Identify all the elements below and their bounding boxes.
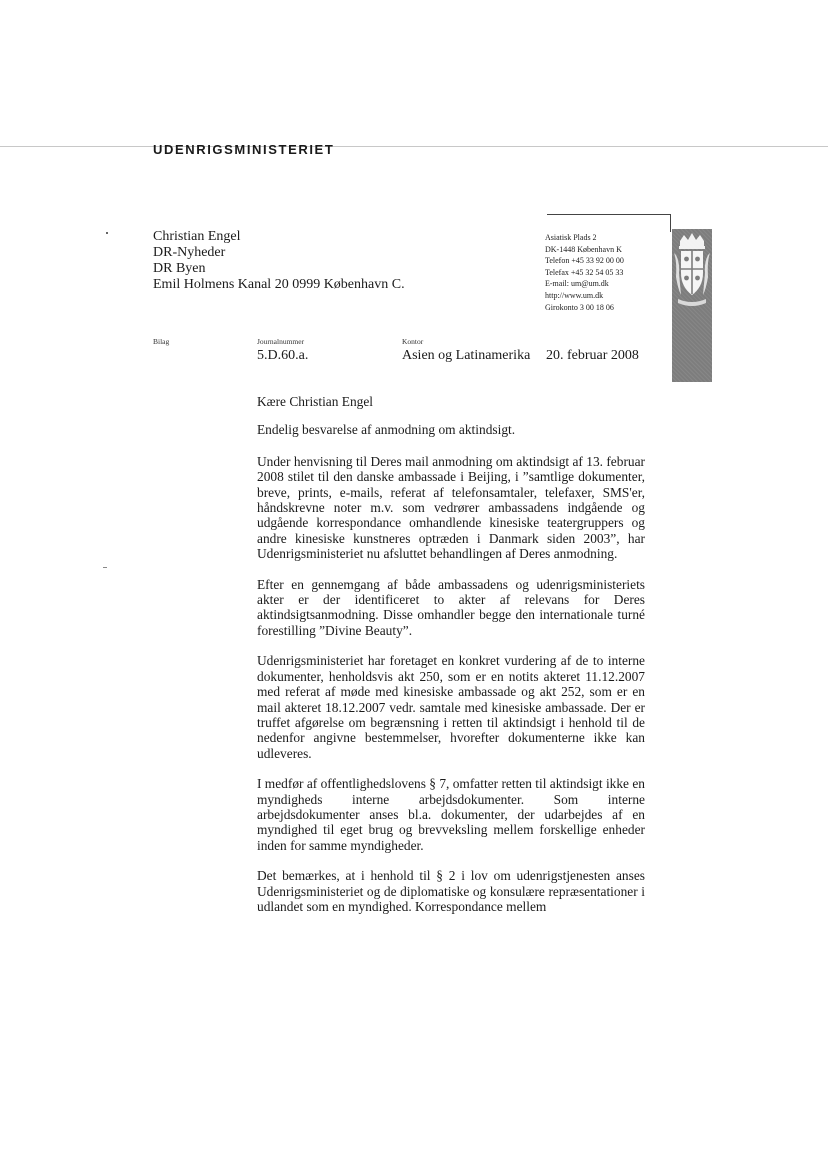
salutation: Kære Christian Engel <box>257 394 374 409</box>
sender-email: E-mail: um@um.dk <box>545 279 609 289</box>
crest-banner <box>672 229 712 382</box>
recipient-address <box>153 229 405 293</box>
organization-name: UDENRIGSMINISTERIET <box>153 142 335 157</box>
sender-frame-side <box>670 214 671 232</box>
letter-body <box>257 394 645 929</box>
recipient-street: Emil Holmens Kanal 20 0999 København C. <box>153 277 405 292</box>
recipient-name: Christian Engel <box>153 229 241 244</box>
header-rule <box>0 146 828 147</box>
paragraph-request: Under henvisning til Deres mail anmodning om aktindsigt af 13. februar 2008 stilet til den danske ambassade i Beijing, i ”samtlige dokumenter, breve, prints, e-mails, referat af telefonsamtaler, telefaxer, SMS'er, håndskrevne noter m.v. som vedrører ambassadens indgående og udgående korrespondance omhandlende kinesiske teatergruppers og andre kinesiske kunstneres optræden i Danmark siden 2003”, har Udenrigsministeriet nu afsluttet behandlingen af Deres anmodning. <box>257 453 645 562</box>
sender-street: Asiatisk Plads 2 <box>545 233 597 242</box>
attachments-label: Bilag <box>153 337 170 346</box>
paragraph-remark: Det bemærkes, at i henhold til § 2 i lov om udenrigstjenesten anses Udenrigsministeriet og de diplomatiske og konsulære repræsentationer i udlandet som en myndighed. Korrespondance mellem <box>257 868 645 914</box>
sender-postal: DK-1448 København K <box>545 244 622 254</box>
sender-fax: Telefax +45 32 54 05 33 <box>545 267 624 277</box>
coat-of-arms-icon <box>672 233 712 323</box>
office-name: Asien og Latinamerika <box>402 348 531 363</box>
sender-website: http://www.um.dk <box>545 290 604 300</box>
paragraph-assessment: Udenrigsministeriet har foretaget en konkret vurdering af de to interne dokumenter, henholdsvis akt 250, som er en notits akteret 11.12.2007 med referat af møde med kinesiske ambassade og akt 252, som er en mail akteret 18.12.2007 vedr. samtale med kinesiske ambassade. Der er truffet afgørelse om begrænsning i retten til aktindsigt i henhold til de nedenfor angivne bestemmelser, hvorefter dokumenterne ikke kan udleveres. <box>257 653 645 761</box>
sender-frame-top <box>547 214 670 215</box>
office-label: Kontor <box>402 337 424 346</box>
recipient-department: DR-Nyheder <box>153 245 226 260</box>
sender-phone: Telefon +45 33 92 00 00 <box>545 256 624 266</box>
paragraph-legal-basis: I medfør af offentlighedslovens § 7, omfatter retten til aktindsigt ikke en myndigheds interne arbejdsdokumenter. Som interne arbejdsdokumenter anses bl.a. dokumenter, der udarbejdes af en myndighed til eget brug og brevveksling mellem forskellige enheder inden for samme myndigheder. <box>257 776 645 853</box>
recipient-building: DR Byen <box>153 261 206 276</box>
journal-number: 5.D.60.a. <box>257 348 309 363</box>
letter-subject: Endelig besvarelse af anmodning om aktindsigt. <box>257 422 516 438</box>
sender-block <box>545 232 624 313</box>
letter-date: 20. februar 2008 <box>546 348 639 363</box>
journal-number-label: Journalnummer <box>257 337 305 346</box>
scan-speck <box>106 232 108 234</box>
scan-mark <box>103 567 107 568</box>
sender-giro: Girokonto 3 00 18 06 <box>545 302 614 312</box>
paragraph-review: Efter en gennemgang af både ambassadens og udenrigsministeriets akter er der identificeret to akter af relevans for Deres aktindsigtsanmodning. Disse omhandler begge den internationale turné forestilling ”Divine Beauty”. <box>257 576 645 638</box>
